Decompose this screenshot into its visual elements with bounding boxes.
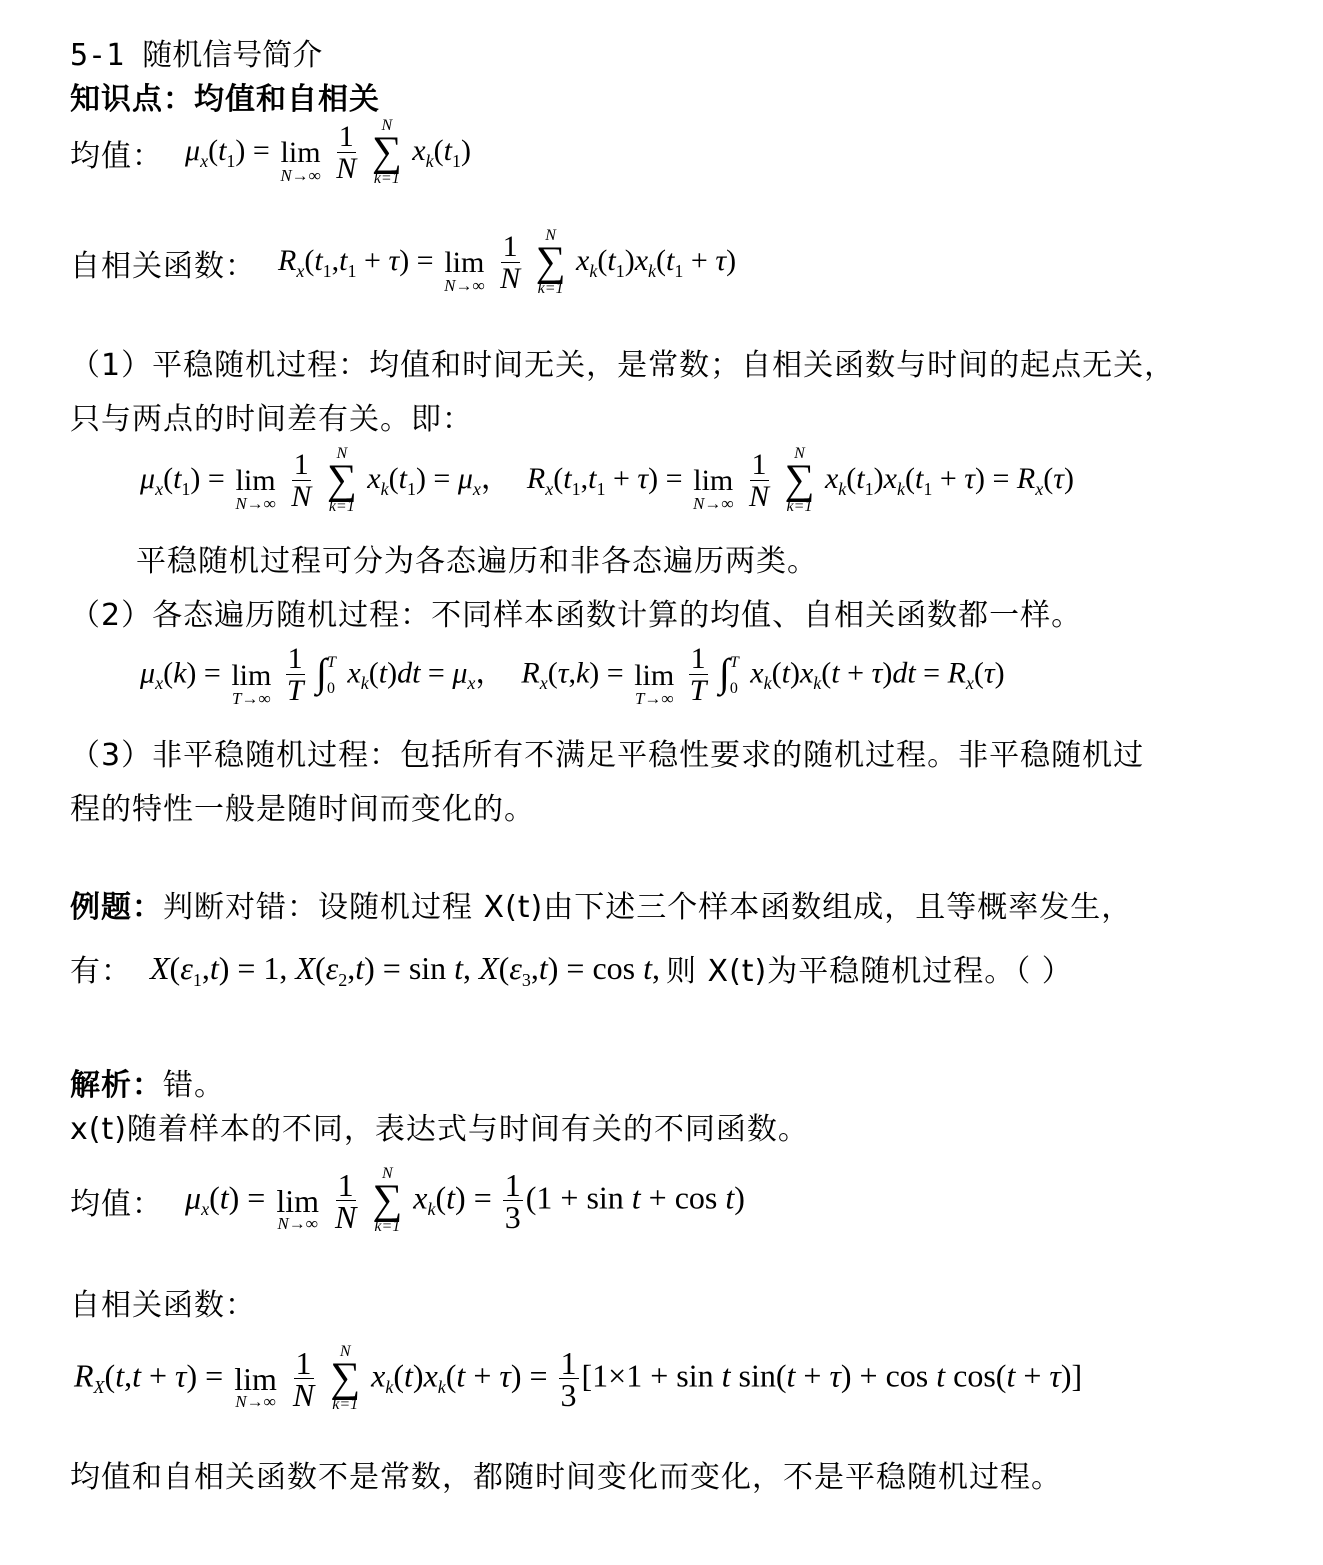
item3-line2: 程的特性一般是随时间而变化的。 (70, 792, 535, 827)
ergodic-formula-row (140, 644, 1005, 707)
item1-line1: （1）平稳随机过程：均值和时间无关，是常数；自相关函数与时间的起点无关， (70, 348, 1176, 383)
stationary-autocorr-formula: $R_x(t_1,t_1 + \tau)$ = lim N→∞ $\frac{1}{N}$ N ∑ k=1 $x_k(t_1)x_k(t_1 + \tau) = R_x(\tau)$ (526, 445, 1074, 515)
item2-line: （2）各态遍历随机过程：不同样本函数计算的均值、自相关函数都一样。 (70, 598, 1083, 633)
analysis-mean-formula: $\mu_x(t)$ = lim N→∞ $\frac{1}{N}$ N ∑ k=1 $x_k(t)$ = $\frac{1}{3}$ (1 + sin t + cos t) (185, 1165, 745, 1235)
item1-line2: 只与两点的时间差有关。即： (70, 402, 473, 437)
mean-formula-row (70, 118, 471, 188)
analysis-line: x(t)随着样本的不同，表达式与时间有关的不同函数。 (70, 1112, 809, 1147)
ergodic-autocorr-formula: $R_x(\tau,k)$ = lim T→∞ $\frac{1}{T}$ ∫ T 0 $x_k(t)x_k(t + \tau)dt = R_x(\tau)$ (521, 642, 1005, 708)
analysis-label: 解析： (70, 1068, 163, 1103)
item1-note: 平稳随机过程可分为各态遍历和非各态遍历两类。 (136, 544, 818, 579)
example-text: 判断对错：设随机过程 X(t)由下述三个样本函数组成，且等概率发生， (163, 890, 1133, 925)
knowledge-title: 知识点：均值和自相关 (70, 82, 380, 117)
analysis-autocorr-formula: $R_X(t,t + \tau)$ = lim N→∞ $\frac{1}{N}$ N ∑ k=1 $x_k(t)x_k(t + \tau)$ = $\frac{1}{3}$ [1×1 + sin t sin(t + τ) + cos t cos(t + τ)] (74, 1343, 1083, 1413)
analysis-autocorr-label: 自相关函数： (70, 1288, 256, 1323)
autocorr-formula-row (70, 228, 736, 298)
stationary-mean-formula: $\mu_x(t_1)$ = lim N→∞ $\frac{1}{N}$ N ∑ k=1 $x_k(t_1) = \mu_x$， (140, 445, 511, 515)
mean-label: 均值： (70, 139, 163, 174)
autocorr-label: 自相关函数： (70, 249, 256, 284)
example-label: 例题： (70, 890, 163, 925)
example-then: 则 X(t)为平稳随机过程。（ ） (666, 954, 1073, 989)
autocorr-formula: $R_x(t_1,t_1 + \tau)$ = lim N→∞ $\frac{1}{N}$ N ∑ k=1 $x_k(t_1)x_k(t_1 + \tau)$ (278, 227, 737, 297)
analysis-autocorr-row (74, 1344, 1082, 1414)
analysis-mean-label: 均值： (70, 1187, 163, 1222)
stationary-formula-row (140, 446, 1074, 516)
analysis-header (70, 1060, 225, 1104)
analysis-answer: 错。 (163, 1068, 225, 1103)
example-line1 (70, 882, 1132, 926)
section-title-text: 5-1 随机信号简介 (70, 38, 323, 73)
item3-line1: （3）非平稳随机过程：包括所有不满足平稳性要求的随机过程。非平稳随机过 (70, 738, 1145, 773)
example-formula: $X(\varepsilon_1,t) = 1$, $X(\varepsilon_2,t) = \sin t$, $X(\varepsilon_3,t) = \cos t$, (150, 949, 660, 990)
conclusion: 均值和自相关函数不是常数，都随时间变化而变化，不是平稳随机过程。 (70, 1460, 1062, 1495)
example-have: 有： (70, 954, 132, 989)
mean-formula: $\mu_x(t_1)$ = lim N→∞ $\frac{1}{N}$ N ∑ k=1 $x_k(t_1)$ (185, 117, 471, 187)
example-line2 (70, 946, 1073, 990)
ergodic-mean-formula: $\mu_x(k)$ = lim T→∞ $\frac{1}{T}$ ∫ T 0 $x_k(t)dt = \mu_x$， (140, 642, 506, 708)
analysis-mean-row (70, 1166, 745, 1236)
section-title (70, 30, 322, 74)
